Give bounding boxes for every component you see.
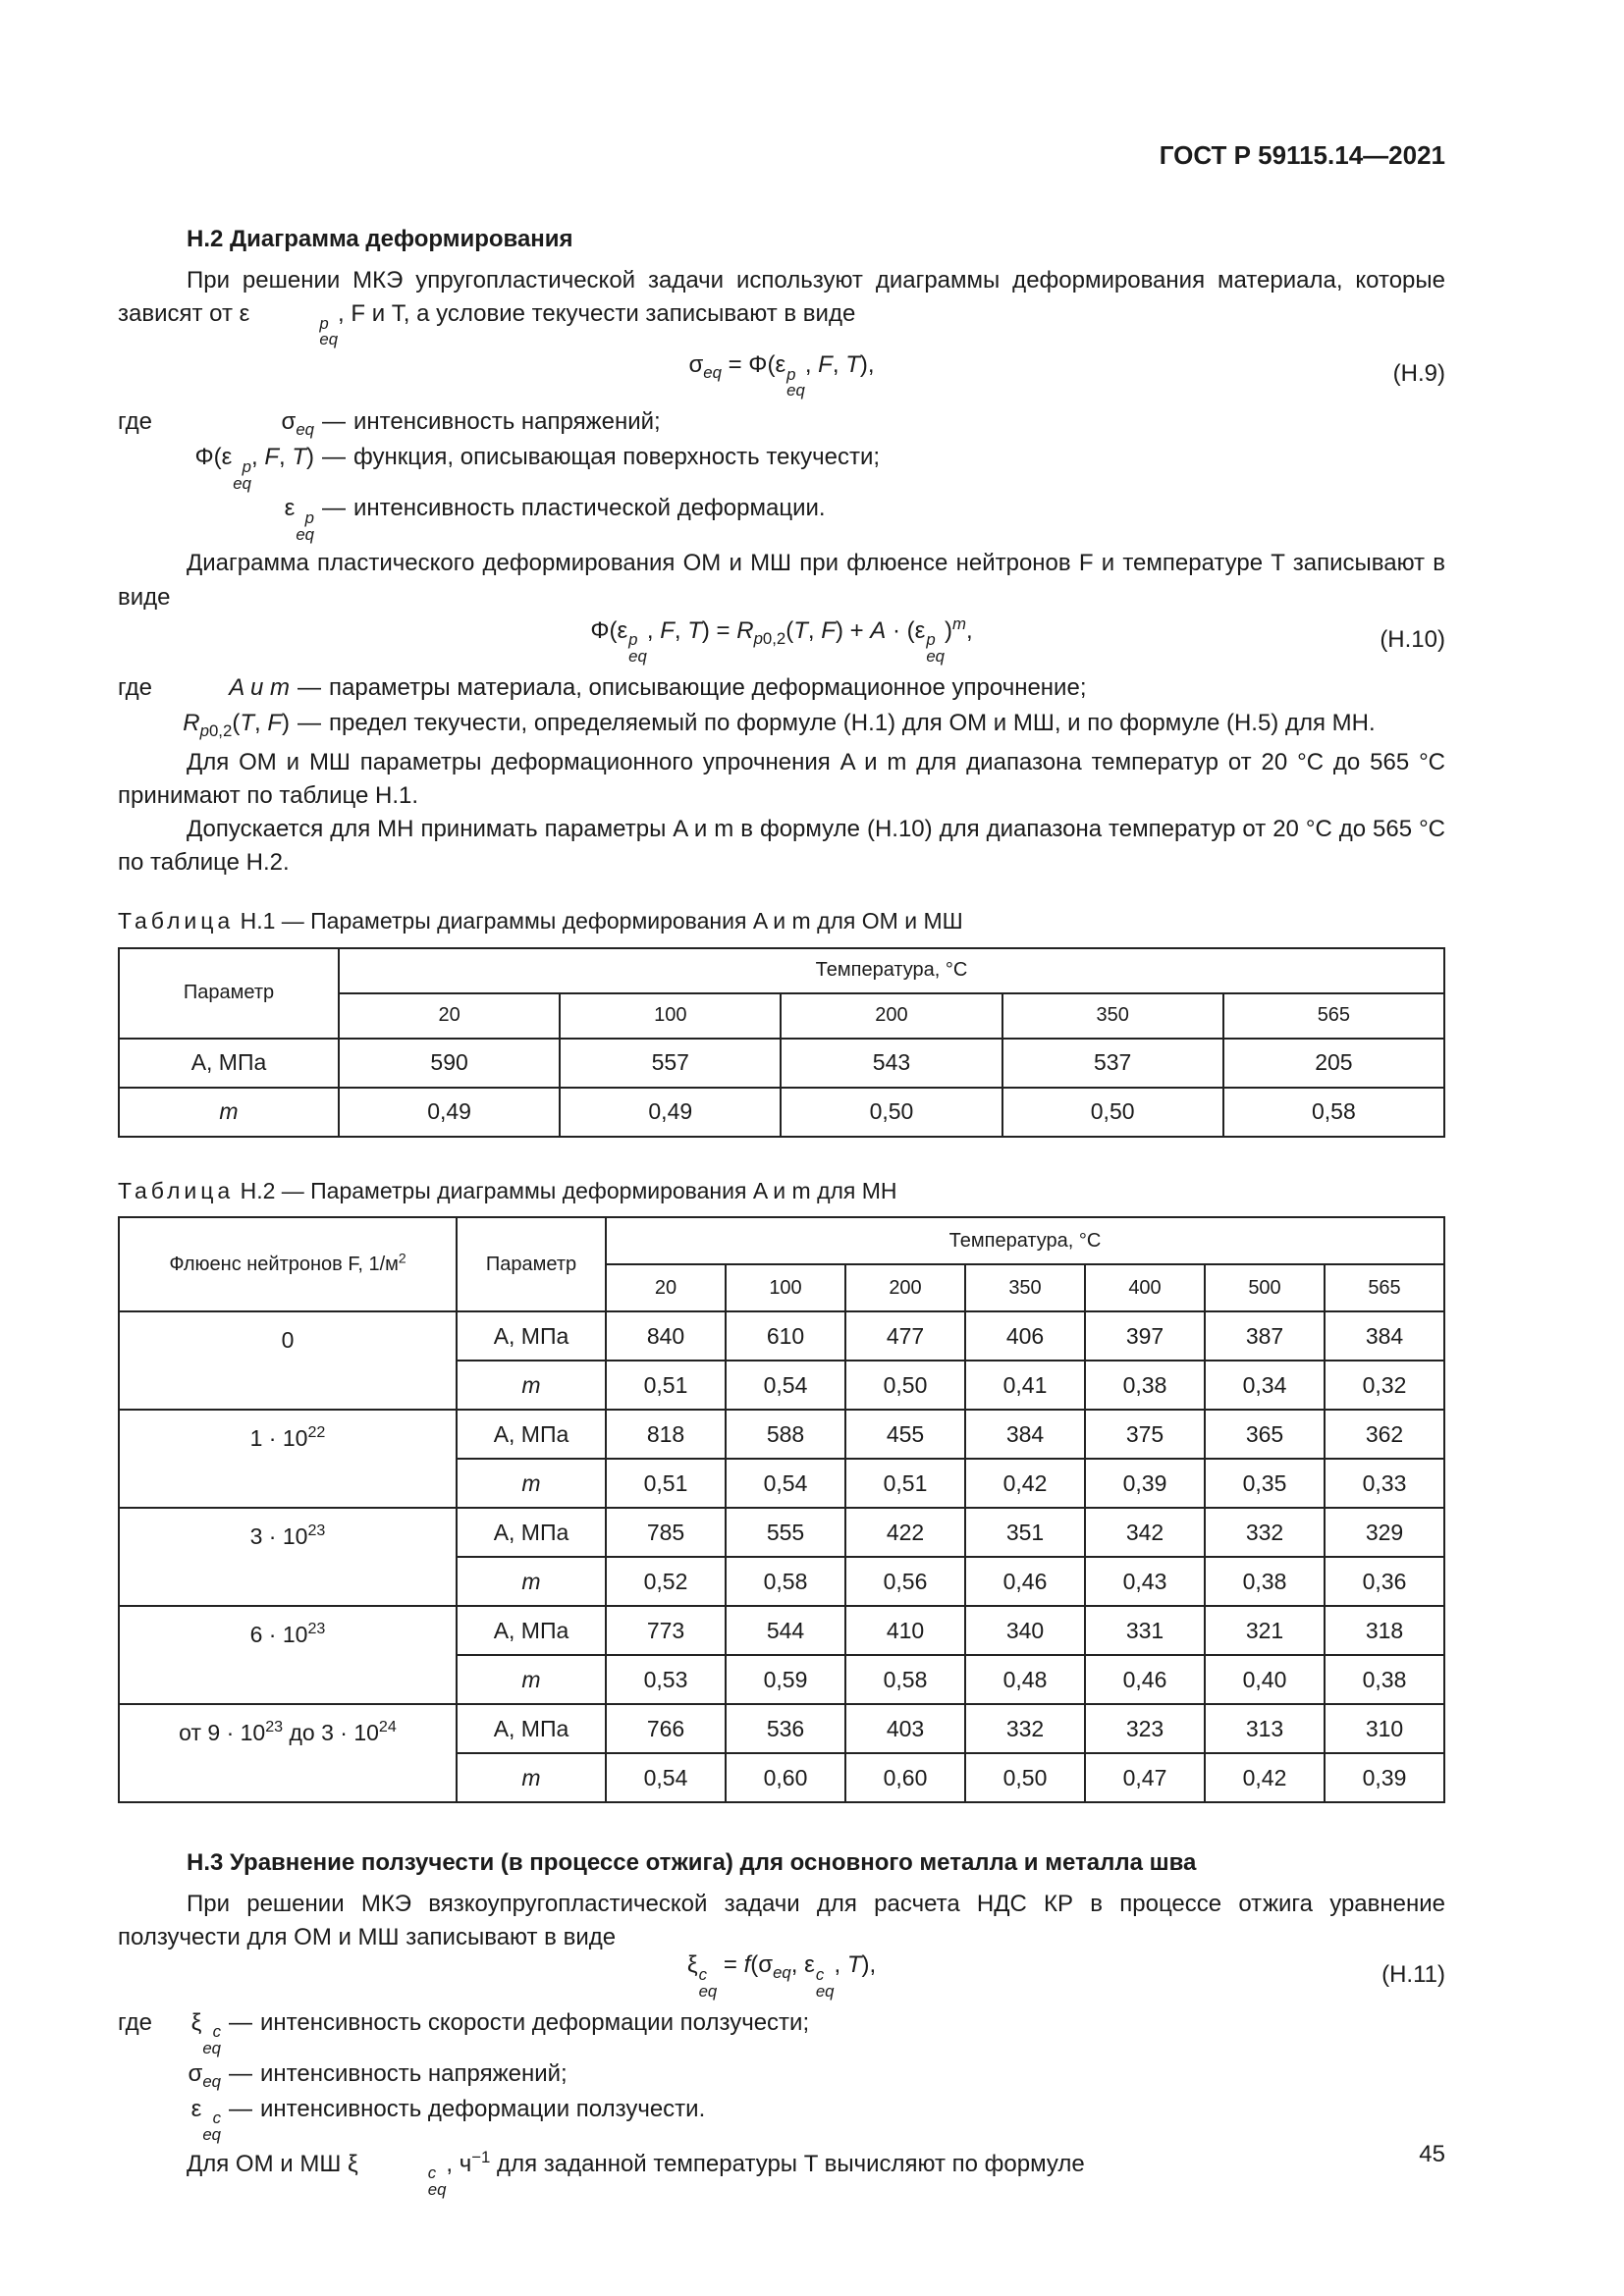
section-h2-title: Н.2 Диаграмма деформирования — [187, 225, 573, 252]
table-row — [119, 1508, 1444, 1557]
table-cell: 455 — [845, 1410, 965, 1459]
table-cell: 0,50 — [965, 1753, 1085, 1802]
table-cell: 537 — [1002, 1039, 1223, 1088]
table-cell: 318 — [1325, 1606, 1444, 1655]
equation-h11: ξ c eq = $f(\sigma_{eq}$, ε c eq , T), (Н.11) — [686, 1951, 1445, 2001]
table-cell: 0,50 — [781, 1088, 1001, 1137]
table-cell: 0,34 — [1205, 1361, 1325, 1410]
table-cell: 557 — [560, 1039, 781, 1088]
table-cell: 0,48 — [965, 1655, 1085, 1704]
table-cell: 362 — [1325, 1410, 1444, 1459]
table-cell: 0,49 — [339, 1088, 560, 1137]
table-cell: 590 — [339, 1039, 560, 1088]
table-row — [119, 1039, 1444, 1088]
table-cell: 0,36 — [1325, 1557, 1444, 1606]
table-cell: 0,33 — [1325, 1459, 1444, 1508]
table-cell: 0,38 — [1325, 1655, 1444, 1704]
table-cell: 588 — [726, 1410, 845, 1459]
table-cell: 0,54 — [726, 1361, 845, 1410]
equation-number: (Н.11) — [1381, 1960, 1445, 1988]
table-cell: 0,35 — [1205, 1459, 1325, 1508]
table-cell: 0,38 — [1205, 1557, 1325, 1606]
table-cell: 0,54 — [606, 1753, 726, 1802]
table-cell: 342 — [1085, 1508, 1205, 1557]
section-h2-paragraph-3: Для ОМ и МШ параметры деформационного упрочнения A и m для диапазона температур от 20 °С до 565 °С принимают по таблице Н.1. — [118, 748, 1445, 809]
table-cell: 766 — [606, 1704, 726, 1753]
definition-row: $\sigma_{eq}$ — интенсивность напряжений; — [188, 2059, 568, 2091]
section-h3-title: Н.3 Уравнение ползучести (в процессе отжига) для основного металла и металла шва — [187, 1849, 1197, 1877]
table-cell: 0,60 — [726, 1753, 845, 1802]
table-cell: 332 — [1205, 1508, 1325, 1557]
table-cell-param: m — [457, 1361, 606, 1410]
definitions-h11 — [118, 2006, 1445, 2144]
table-cell: 0,46 — [1085, 1655, 1205, 1704]
table-h2-temp: 200 — [845, 1264, 965, 1311]
standard-number: ГОСТ Р 59115.14—2021 — [1159, 140, 1445, 170]
table-cell: 0,49 — [560, 1088, 781, 1137]
table-cell: 0,58 — [845, 1655, 965, 1704]
table-h1-temp-header: Температура, °С — [339, 948, 1444, 993]
table-cell: 375 — [1085, 1410, 1205, 1459]
equation-h10: Φ(ε p eq , F, $T) = R_{p0,2}(T$, F) + A · (ε p eq )$^m$, (Н.10) — [590, 614, 1445, 666]
table-h2-temp: 20 — [606, 1264, 726, 1311]
table-cell-param: A, МПа — [457, 1410, 606, 1459]
table-cell: 387 — [1205, 1311, 1325, 1361]
table-cell: 205 — [1223, 1039, 1444, 1088]
table-cell: 422 — [845, 1508, 965, 1557]
table-cell: 0,41 — [965, 1361, 1085, 1410]
table-cell: 610 — [726, 1311, 845, 1361]
table-cell: 0,32 — [1325, 1361, 1444, 1410]
table-cell-param: m — [457, 1753, 606, 1802]
table-cell: 313 — [1205, 1704, 1325, 1753]
table-h1-param-header: Параметр — [119, 948, 339, 1039]
table-h2-temp-header: Температура, °С — [606, 1217, 1444, 1264]
table-cell: 555 — [726, 1508, 845, 1557]
table-cell: 0,38 — [1085, 1361, 1205, 1410]
section-h2-paragraph-2: Диаграмма пластического деформирования ОМ и МШ при флюенсе нейтронов F и температуре T записывают в виде — [118, 550, 1445, 611]
table-cell-fluence: 0 — [119, 1311, 457, 1410]
table-cell: 0,39 — [1085, 1459, 1205, 1508]
definition-row: где ξ c eq — интенсивность скорости деформации ползучести; — [118, 2008, 810, 2057]
table-row — [119, 1410, 1444, 1459]
table-cell-fluence: $6 \cdot 10^{23}$ — [119, 1606, 457, 1704]
table-cell-fluence: от $9 \cdot 10^{23}$ до $3 \cdot 10^{24}$ — [119, 1704, 457, 1802]
equation-h9: $\sigma_{eq} = \Phi(\varepsilon$ p eq , F, T), (Н.9) — [688, 351, 1445, 400]
table-cell: 410 — [845, 1606, 965, 1655]
table-cell: 0,60 — [845, 1753, 965, 1802]
table-cell: 840 — [606, 1311, 726, 1361]
equation-number: (Н.10) — [1380, 625, 1445, 653]
table-h2-temp: 400 — [1085, 1264, 1205, 1311]
table-cell: 332 — [965, 1704, 1085, 1753]
table-cell: 0,51 — [606, 1459, 726, 1508]
table-cell: 543 — [781, 1039, 1001, 1088]
page-number: 45 — [1419, 2141, 1445, 2167]
table-h1-temp: 100 — [560, 993, 781, 1039]
table-h2-temp: 500 — [1205, 1264, 1325, 1311]
table-cell: 536 — [726, 1704, 845, 1753]
table-cell: 0,40 — [1205, 1655, 1325, 1704]
table-h1-temp: 200 — [781, 993, 1001, 1039]
table-h2 — [118, 1216, 1445, 1803]
definition-row: где $\sigma_{eq}$ — интенсивность напряжений; — [118, 408, 661, 440]
table-cell-param: A, МПа — [119, 1039, 339, 1088]
table-cell: 0,53 — [606, 1655, 726, 1704]
table-cell: 0,42 — [965, 1459, 1085, 1508]
table-cell: 0,52 — [606, 1557, 726, 1606]
table-h2-temp: 100 — [726, 1264, 845, 1311]
table-cell-param: m — [457, 1557, 606, 1606]
table-cell: 0,58 — [1223, 1088, 1444, 1137]
table-cell-param: A, МПа — [457, 1704, 606, 1753]
section-h2-paragraph-1: При решении МКЭ упругопластической задачи используют диаграммы деформирования материала, которые зависят от ε p eq , F и T, а условие текучести записывают в виде — [118, 266, 1445, 349]
table-row — [119, 1606, 1444, 1655]
table-cell: 477 — [845, 1311, 965, 1361]
table-cell: 0,43 — [1085, 1557, 1205, 1606]
table-cell: 0,39 — [1325, 1753, 1444, 1802]
table-cell-param: A, МПа — [457, 1311, 606, 1361]
table-cell: 351 — [965, 1508, 1085, 1557]
table-cell: 0,50 — [845, 1361, 965, 1410]
definitions-h9 — [118, 405, 1445, 543]
table-h1-temp: 350 — [1002, 993, 1223, 1039]
table-h2-param-header: Параметр — [457, 1217, 606, 1311]
table-cell: 323 — [1085, 1704, 1205, 1753]
table-cell-param: A, МПа — [457, 1606, 606, 1655]
table-cell: 384 — [965, 1410, 1085, 1459]
table-cell-fluence: $3 \cdot 10^{23}$ — [119, 1508, 457, 1606]
definition-row: Φ(ε p eq , F, T) — функция, описывающая поверхность текучести; — [194, 444, 881, 493]
table-cell: 340 — [965, 1606, 1085, 1655]
table-cell: 0,51 — [845, 1459, 965, 1508]
definition-row: ε c eq — интенсивность деформации ползучести. — [190, 2095, 706, 2144]
table-row — [119, 1088, 1444, 1137]
definition-row: $R_{p0,2}(T$, F) — предел текучести, определяемый по формуле (Н.1) для ОМ и МШ, и по формуле (Н.5) для МН. — [183, 709, 1376, 740]
equation-number: (Н.9) — [1392, 360, 1445, 388]
table-row — [119, 1704, 1444, 1753]
table-cell: 0,51 — [606, 1361, 726, 1410]
table-cell: 406 — [965, 1311, 1085, 1361]
table-cell-param: m — [457, 1655, 606, 1704]
table-cell: 818 — [606, 1410, 726, 1459]
table-cell: 544 — [726, 1606, 845, 1655]
table-cell: 329 — [1325, 1508, 1444, 1557]
table-h1-caption: Таблица Н.1 — Параметры диаграммы деформирования A и m для ОМ и МШ — [118, 907, 963, 934]
table-cell: 0,47 — [1085, 1753, 1205, 1802]
table-cell: 773 — [606, 1606, 726, 1655]
table-cell: 365 — [1205, 1410, 1325, 1459]
document-page — [118, 137, 1445, 2199]
table-h2-caption: Таблица Н.2 — Параметры диаграммы деформирования A и m для МН — [118, 1177, 897, 1203]
table-cell: 321 — [1205, 1606, 1325, 1655]
table-h2-fluence-header: Флюенс нейтронов F, $1/м^2$ — [119, 1217, 457, 1311]
table-h2-temp: 565 — [1325, 1264, 1444, 1311]
table-h1-temp: 565 — [1223, 993, 1444, 1039]
section-h3-paragraph-last: Для ОМ и МШ ξ c eq , $ч^{-1}$ для заданной температуры T вычисляют по формуле — [187, 2147, 1085, 2200]
table-cell: 0,59 — [726, 1655, 845, 1704]
table-cell-param: A, МПа — [457, 1508, 606, 1557]
table-cell: 0,56 — [845, 1557, 965, 1606]
table-cell: 403 — [845, 1704, 965, 1753]
table-cell: 0,58 — [726, 1557, 845, 1606]
table-row — [119, 1311, 1444, 1361]
definitions-h10 — [118, 671, 1445, 742]
table-cell: 0,50 — [1002, 1088, 1223, 1137]
table-h1 — [118, 947, 1445, 1138]
table-h2-temp: 350 — [965, 1264, 1085, 1311]
table-cell-param: m — [457, 1459, 606, 1508]
table-cell: 331 — [1085, 1606, 1205, 1655]
table-cell-param: m — [119, 1088, 339, 1137]
table-cell: 0,42 — [1205, 1753, 1325, 1802]
table-cell-fluence: $1 \cdot 10^{22}$ — [119, 1410, 457, 1508]
table-cell: 0,54 — [726, 1459, 845, 1508]
section-h3-paragraph-1: При решении МКЭ вязкоупругопластической задачи для расчета НДС КР в процессе отжига уравнение ползучести для ОМ и МШ записывают в виде — [118, 1891, 1445, 1951]
table-h1-temp: 20 — [339, 993, 560, 1039]
section-h2-paragraph-4: Допускается для МН принимать параметры A и m в формуле (Н.10) для диапазона температур от 20 °С до 565 °С по таблице Н.2. — [118, 815, 1445, 876]
table-cell: 384 — [1325, 1311, 1444, 1361]
definition-row: ε p eq — интенсивность пластической деформации. — [284, 495, 826, 544]
table-cell: 0,46 — [965, 1557, 1085, 1606]
table-cell: 785 — [606, 1508, 726, 1557]
table-cell: 397 — [1085, 1311, 1205, 1361]
table-cell: 310 — [1325, 1704, 1444, 1753]
definition-row: где A и m — параметры материала, описывающие деформационное упрочнение; — [118, 673, 1087, 701]
